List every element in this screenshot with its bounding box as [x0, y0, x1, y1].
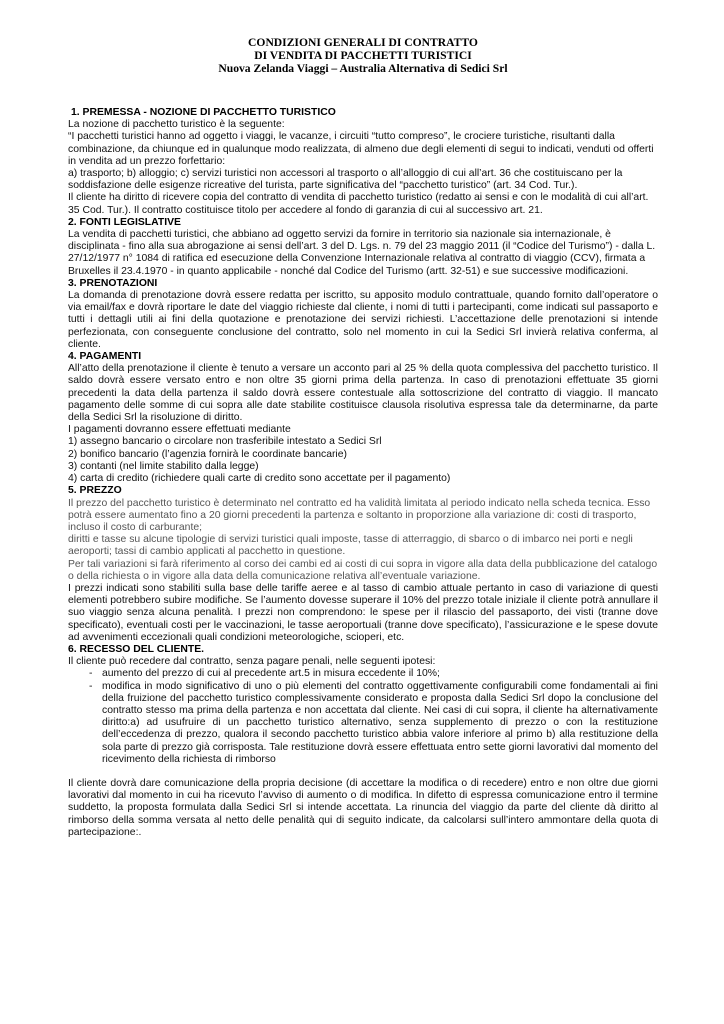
list-item: 4) carta di credito (richiedere quali carte di credito sono accettate per il pagamento): [68, 473, 451, 485]
list-item-text: aumento del prezzo di cui al precedente art.5 in misura eccedente il 10%;: [102, 668, 440, 680]
title-line-3: Nuova Zelanda Viaggi – Australia Alternativa di Sedici Srl: [218, 62, 508, 75]
paragraph: I pagamenti dovranno essere effettuati mediante: [68, 424, 291, 436]
document-title: [68, 36, 658, 75]
list-item: 3) contanti (nel limite stabilito dalla legge): [68, 460, 259, 472]
contract-page: [68, 36, 658, 839]
withdrawal-cases-list: [68, 668, 658, 766]
list-item: 1) assegno bancario o circolare non trasferibile intestato a Sedici Srl: [68, 436, 382, 448]
paragraph: La vendita di pacchetti turistici, che abbiano ad oggetto servizi da fornire in territorio sia nazionale sia internazionale, è disciplinata - fino alla sua abrogazione ai sensi dell’art. 3 del D. Lgs. n. 79 del 23 maggio 2011 (il “Codice del Turismo”) - dalla L. 27/12/1977 n° 1084 di ratifica ed esecuzione della Convenzione Internazionale relativa al contratto di viaggio (CCV), firmata a Bruxelles il 23.4.1970 - in quanto applicabile - nonché dal Codice del Turismo (artt. 32-51) e sue successive modificazioni.: [68, 229, 656, 277]
section-5-prezzo: [68, 485, 658, 644]
section-6-recesso: [68, 644, 658, 839]
list-item-text: modifica in modo significativo di uno o più elementi del contratto oggettivamente configurabili come fondamentali ai fini della fruizione del pacchetto turistico complessivamente considerato e proposta dalla Sedici Srl dopo la conclusione del contratto stesso ma prima della partenza e non accettata dal cliente. Nei casi di cui sopra, il cliente ha alternativamente diritto:a) ad usufruire di un pacchetto turistico alternativo, senza supplemento di prezzo o con la restituzione dell’eccedenza di prezzo, qualora il secondo pacchetto turistico abbia valore inferiore al primo b) alla restituzione della sola parte di prezzo già corrisposta. Tale restituzione dovrà essere effettuata entro sette giorni lavorativi dal momento del ricevimento della richiesta di rimborso: [102, 680, 658, 765]
paragraph: a) trasporto; b) alloggio; c) servizi turistici non accessori al trasporto o all’alloggio di cui all’art. 36 che costituiscano per la soddisfazione delle esigenze ricreative del turista, parte significativa del “pacchetto turistico” (art. 34 Cod. Tur.).: [68, 168, 623, 192]
paragraph: “I pacchetti turistici hanno ad oggetto i viaggi, le vacanze, i circuiti “tutto compreso”, le crociere turistiche, risultanti dalla combinazione, da chiunque ed in qualunque modo realizzata, di almeno due degli elementi di segui to indicati, venduti od offerti in vendita ad un prezzo forfettario:: [68, 131, 654, 167]
paragraph: All’atto della prenotazione il cliente è tenuto a versare un acconto pari al 25 % della quota complessiva del pacchetto turistico. Il saldo dovrà essere versato entro e non oltre 35 giorni prima della partenza. In caso di prenotazioni effettuate 35 giorni precedenti la data della partenza il saldo dovrà essere contestuale alla sottoscrizione del contratto di viaggio. Il mancato pagamento delle somme di cui sopra alle date stabilite costituisce clausola risolutiva espressa tale da determinarne, da parte della Sedici Srl la risoluzione di diritto.: [68, 363, 658, 424]
dash-bullet: -: [89, 668, 93, 680]
section-heading: 6. RECESSO DEL CLIENTE.: [68, 643, 205, 655]
paragraph: La domanda di prenotazione dovrà essere redatta per iscritto, su apposito modulo contrattuale, quando fornito dall’operatore o via email/fax e dovrà riportare le date del viaggio richieste dal cliente, i nomi di tutti i partecipanti, come indicati sul passaporto e tutti i dettagli utili ai fini della quotazione e prenotazione dei servizi richiesti. L’accettazione delle prenotazioni si intende perfezionata, con conseguente conclusione del contratto, solo nel momento in cui la Sedici Srl invierà relativa conferma, al cliente.: [68, 290, 658, 350]
paragraph: Per tali variazioni si farà riferimento al corso dei cambi ed ai costi di cui sopra in vigore alla data della pubblicazione del catalogo o della richiesta o in vigore alla data della comunicazione relativa all’eventuale variazione.: [68, 558, 658, 582]
paragraph: La nozione di pacchetto turistico è la seguente:: [68, 119, 285, 131]
section-2-fonti-legislative: [68, 217, 658, 278]
section-4-pagamenti: [68, 351, 658, 485]
paragraph-spacer: [68, 766, 658, 778]
section-3-prenotazioni: [68, 278, 658, 351]
list-item: 2) bonifico bancario (l’agenzia fornirà le coordinate bancarie): [68, 448, 347, 460]
section-heading: 5. PREZZO: [68, 485, 122, 497]
list-item: [68, 668, 658, 680]
paragraph: Il prezzo del pacchetto turistico è determinato nel contratto ed ha validità limitata al periodo indicato nella scheda tecnica. Esso potrà essere aumentato fino a 20 giorni precedenti la partenza e soltanto in proporzione alla variazione di: costi di trasporto, incluso il costo di carburante;: [68, 497, 651, 533]
section-1-premessa: [68, 107, 658, 217]
dash-bullet: -: [89, 680, 93, 692]
paragraph: Il cliente dovrà dare comunicazione della propria decisione (di accettare la modifica o di recedere) entro e non oltre due giorni lavorativi dal momento in cui ha ricevuto l’avviso di aumento o di modifica. In difetto di espressa comunicazione entro il termine suddetto, la proposta formulata dalla Sedici Srl si intende accettata. La rinuncia del viaggio da parte del cliente dà diritto al rimborso della somma versata al netto delle penalità qui di seguito indicate, da calcolarsi sull’intero ammontare della quota di partecipazione:.: [68, 777, 658, 838]
title-line-2: DI VENDITA DI PACCHETTI TURISTICI: [254, 49, 472, 62]
paragraph: diritti e tasse su alcune tipologie di servizi turistici quali imposte, tasse di atterraggio, di sbarco o di imbarco nei porti e negli aeroporti; tassi di cambio applicati al pacchetto in questione.: [68, 534, 633, 558]
list-item: [68, 681, 658, 766]
paragraph: Il cliente ha diritto di ricevere copia del contratto di vendita di pacchetto turistico (redatto ai sensi e con le modalità di cui all’art. 35 Cod. Tur.). Il contratto costituisce titolo per accedere al fondo di garanzia di cui al successivo art. 21.: [68, 192, 649, 216]
section-heading: 4. PAGAMENTI: [68, 351, 142, 363]
section-heading: 1. PREMESSA - NOZIONE DI PACCHETTO TURISTICO: [71, 107, 336, 118]
paragraph: Il cliente può recedere dal contratto, senza pagare penali, nelle seguenti ipotesi:: [68, 656, 436, 668]
section-heading: 3. PRENOTAZIONI: [68, 277, 158, 289]
title-line-1: CONDIZIONI GENERALI DI CONTRATTO: [248, 36, 478, 49]
section-heading: 2. FONTI LEGISLATIVE: [68, 216, 181, 228]
title-spacer: [68, 75, 658, 107]
paragraph: I prezzi indicati sono stabiliti sulla base delle tariffe aeree e al tasso di cambio attuale pertanto in caso di variazione di questi elementi potrebbero subire modifiche. Se l’aumento dovesse superare il 10% del prezzo totale iniziale il cliente potrà annullare il suo viaggio senza alcuna penalità. I prezzi non comprendono: le spese per il rilascio del passaporto, dei visti (tranne dove specificato), eventuali costi per le vaccinazioni, le tasse aeroportuali (tranne dove specificato), l’assicurazione e le spese dovute ad avvenimenti eccezionali quali condizioni meteorologiche, scioperi, etc.: [68, 582, 658, 643]
